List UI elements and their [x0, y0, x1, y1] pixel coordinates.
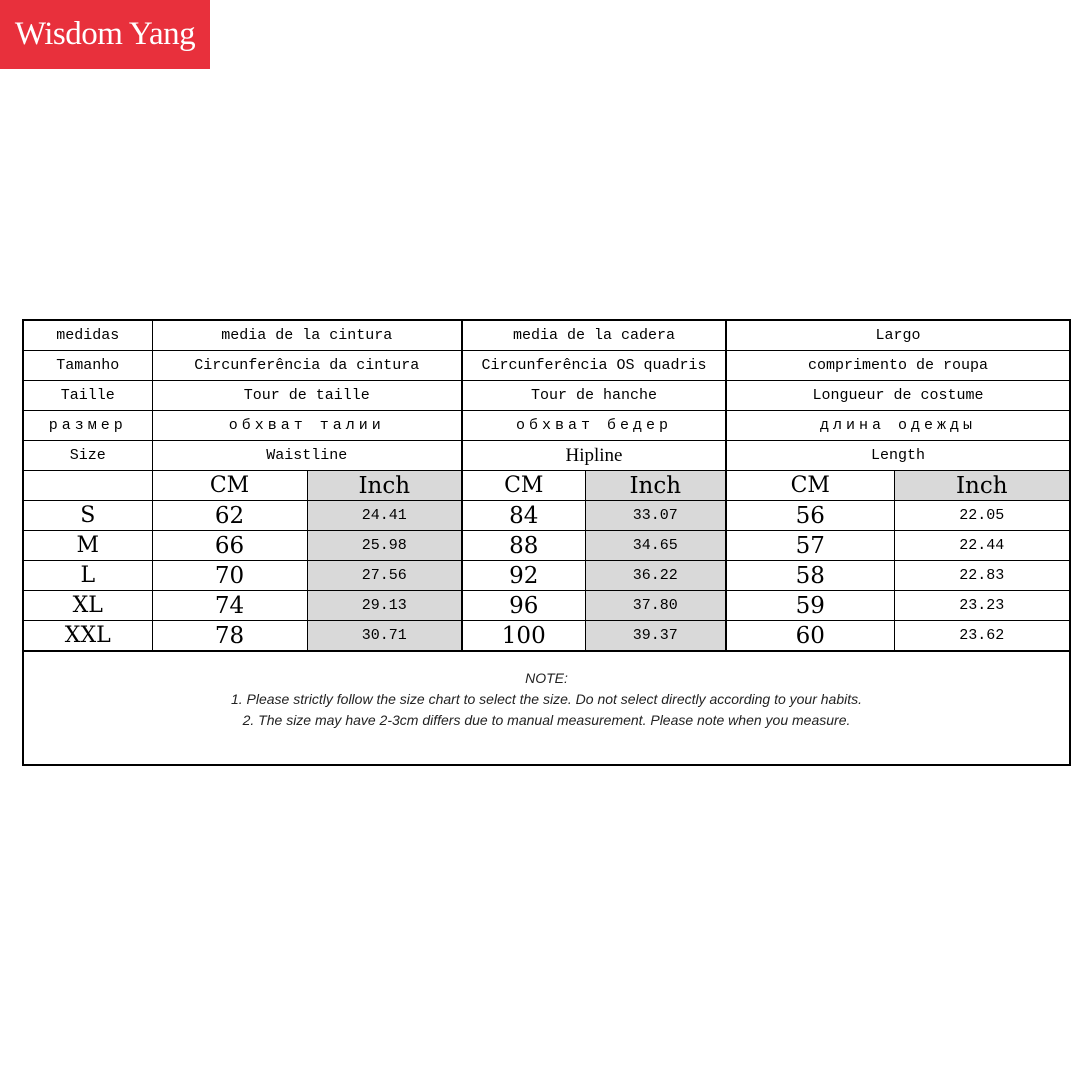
unit-inch: Inch: [894, 471, 1069, 501]
hip-cm-cell: 92: [462, 561, 585, 591]
length-cm-cell: 56: [726, 501, 894, 531]
hip-inch-cell: 34.65: [585, 531, 726, 561]
waist-cm-cell: 70: [152, 561, 307, 591]
waist-cm-cell: 62: [152, 501, 307, 531]
hip-inch-cell: 39.37: [585, 621, 726, 652]
header-row-english: [24, 441, 1069, 471]
header-waist: media de la cintura: [152, 321, 462, 351]
hip-cm-cell: 100: [462, 621, 585, 652]
header-waist: обхват талии: [152, 411, 462, 441]
header-hip: Circunferência OS quadris: [462, 351, 726, 381]
unit-inch: Inch: [307, 471, 462, 501]
brand-logo: Wisdom Yang: [0, 0, 210, 69]
size-cell: M: [24, 531, 152, 561]
size-cell: XL: [24, 591, 152, 621]
length-inch-cell: 22.44: [894, 531, 1069, 561]
length-inch-cell: 22.05: [894, 501, 1069, 531]
size-chart: [22, 319, 1071, 766]
hip-inch-cell: 36.22: [585, 561, 726, 591]
length-inch-cell: 22.83: [894, 561, 1069, 591]
header-label: Size: [24, 441, 152, 471]
length-cm-cell: 57: [726, 531, 894, 561]
length-cm-cell: 59: [726, 591, 894, 621]
header-label: Tamanho: [24, 351, 152, 381]
table-row: [24, 621, 1069, 652]
header-waist: Circunferência da cintura: [152, 351, 462, 381]
waist-inch-cell: 25.98: [307, 531, 462, 561]
waist-inch-cell: 24.41: [307, 501, 462, 531]
hip-cm-cell: 96: [462, 591, 585, 621]
waist-inch-cell: 30.71: [307, 621, 462, 652]
table-row: [24, 561, 1069, 591]
header-row-french: [24, 381, 1069, 411]
length-cm-cell: 58: [726, 561, 894, 591]
unit-row: [24, 471, 1069, 501]
unit-cm: CM: [462, 471, 585, 501]
header-row-portuguese: [24, 351, 1069, 381]
note-box: [24, 652, 1069, 764]
length-cm-cell: 60: [726, 621, 894, 652]
unit-cm: CM: [152, 471, 307, 501]
header-hip: media de la cadera: [462, 321, 726, 351]
header-length: comprimento de roupa: [726, 351, 1069, 381]
header-hip: Hipline: [462, 441, 726, 471]
header-waist: Waistline: [152, 441, 462, 471]
hip-cm-cell: 84: [462, 501, 585, 531]
note-line-2: 2. The size may have 2-3cm differs due to manual measurement. Please note when you measure.: [242, 712, 851, 728]
note-line-1: 1. Please strictly follow the size chart to select the size. Do not select directly according to your habits.: [230, 691, 863, 707]
table-row: [24, 591, 1069, 621]
hip-inch-cell: 37.80: [585, 591, 726, 621]
size-table: [24, 321, 1069, 652]
unit-inch: Inch: [585, 471, 726, 501]
header-waist: Tour de taille: [152, 381, 462, 411]
header-length: Largo: [726, 321, 1069, 351]
waist-cm-cell: 66: [152, 531, 307, 561]
waist-cm-cell: 78: [152, 621, 307, 652]
unit-cm: CM: [726, 471, 894, 501]
waist-cm-cell: 74: [152, 591, 307, 621]
header-row-russian: [24, 411, 1069, 441]
table-row: [24, 531, 1069, 561]
length-inch-cell: 23.23: [894, 591, 1069, 621]
table-row: [24, 501, 1069, 531]
waist-inch-cell: 27.56: [307, 561, 462, 591]
size-cell: XXL: [24, 621, 152, 652]
header-label: Taille: [24, 381, 152, 411]
header-label: размер: [24, 411, 152, 441]
header-length: длина одежды: [726, 411, 1069, 441]
header-hip: Tour de hanche: [462, 381, 726, 411]
size-cell: S: [24, 501, 152, 531]
header-row-spanish: [24, 321, 1069, 351]
header-hip: обхват бедер: [462, 411, 726, 441]
size-cell: L: [24, 561, 152, 591]
unit-empty: [24, 471, 152, 501]
header-label: medidas: [24, 321, 152, 351]
header-length: Length: [726, 441, 1069, 471]
hip-inch-cell: 33.07: [585, 501, 726, 531]
hip-cm-cell: 88: [462, 531, 585, 561]
waist-inch-cell: 29.13: [307, 591, 462, 621]
length-inch-cell: 23.62: [894, 621, 1069, 652]
header-length: Longueur de costume: [726, 381, 1069, 411]
note-title: NOTE:: [525, 670, 568, 686]
